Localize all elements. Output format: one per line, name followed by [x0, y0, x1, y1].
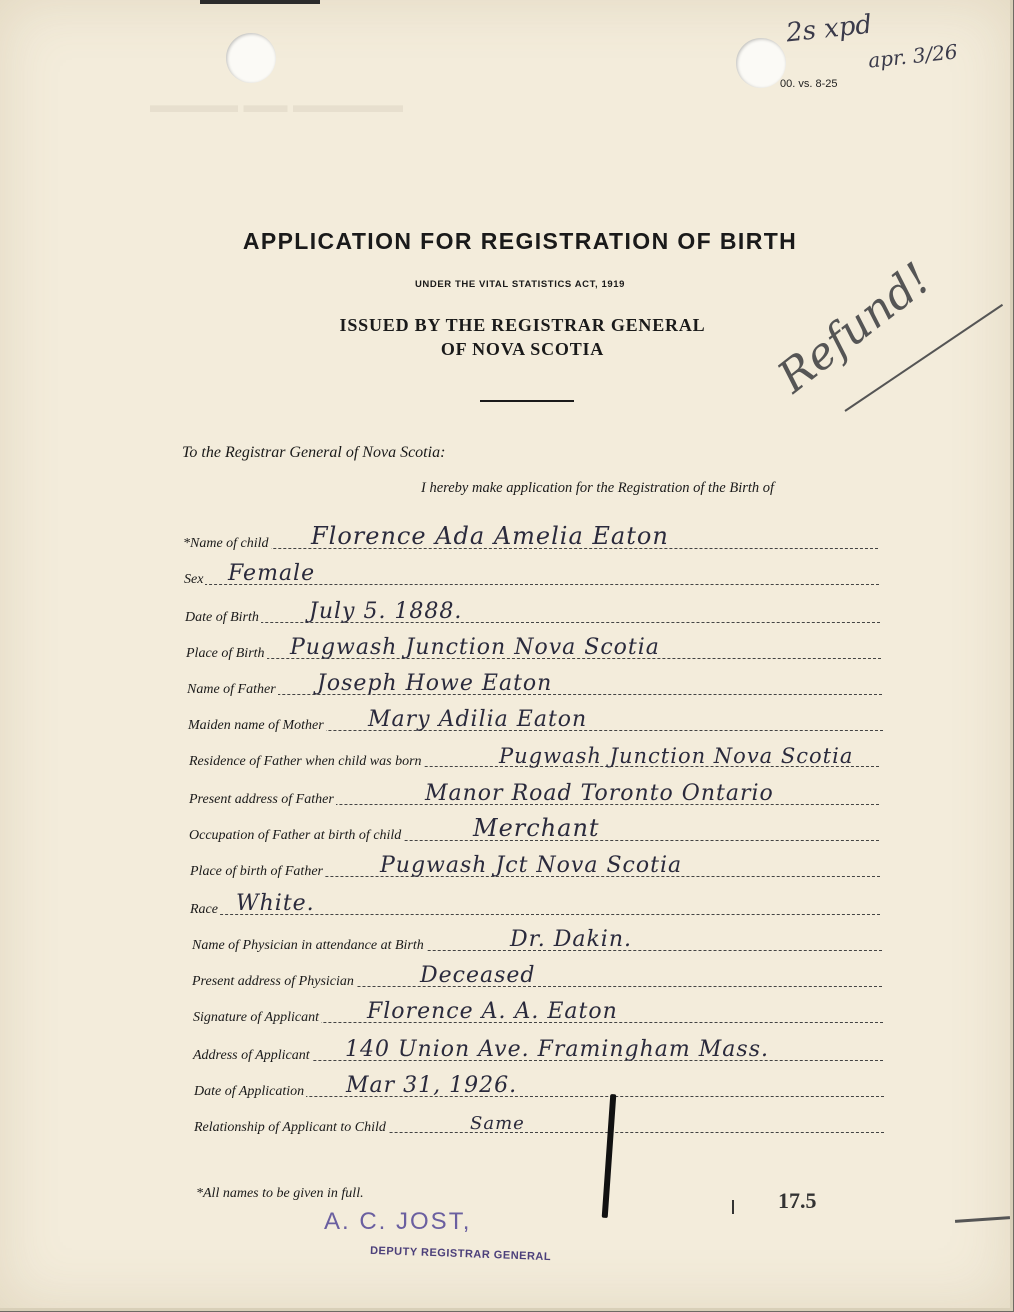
field-value: Female — [228, 561, 316, 586]
tick-mark — [732, 1200, 734, 1214]
field-label: Relationship of Applicant to Child — [194, 1120, 386, 1135]
field-name-of-child — [183, 524, 878, 549]
field-maiden-name-of-mother — [188, 706, 883, 731]
field-name-of-father — [187, 670, 882, 695]
field-value: Deceased — [420, 963, 536, 988]
issuer-line-1: ISSUED BY THE REGISTRAR GENERAL — [339, 315, 706, 335]
field-label: Date of Birth — [185, 610, 259, 625]
field-value: July 5. 1888. — [309, 599, 463, 624]
field-present-address-of-physician — [192, 962, 882, 987]
registrar-stamp-name: A. C. JOST, — [324, 1208, 472, 1235]
field-present-address-of-father — [189, 780, 879, 805]
field-address-of-applicant — [193, 1036, 883, 1061]
footnote: *All names to be given in full. — [196, 1186, 364, 1201]
intro-statement: I hereby make application for the Registration of the Birth of — [421, 480, 775, 496]
form-code: 00. vs. 8-25 — [780, 78, 838, 90]
field-value: Pugwash Junction Nova Scotia — [499, 744, 854, 768]
field-label: Name of Physician in attendance at Birth — [192, 938, 424, 953]
field-residence-of-father — [189, 742, 879, 767]
field-value: Mary Adilia Eaton — [368, 707, 588, 732]
field-label: Signature of Applicant — [193, 1010, 319, 1025]
field-value: Joseph Howe Eaton — [317, 671, 553, 696]
field-occupation-of-father — [189, 816, 879, 841]
handwritten-note-top: 2s xpd — [784, 9, 874, 49]
field-name-of-physician — [192, 926, 882, 951]
field-label: Date of Application — [194, 1084, 305, 1099]
refund-margin-note: Refund! — [768, 253, 941, 403]
handwritten-note-date: apr. 3/26 — [866, 39, 959, 73]
top-edge-mark — [200, 0, 320, 4]
field-place-of-birth-of-father — [190, 852, 880, 877]
title-rule — [480, 400, 574, 402]
field-value: Florence Ada Amelia Eaton — [311, 522, 669, 550]
field-label: Place of birth of Father — [190, 864, 323, 879]
field-signature-of-applicant — [193, 998, 883, 1023]
form-subtitle: UNDER THE VITAL STATISTICS ACT, 1919 — [414, 279, 626, 290]
field-value: Pugwash Jct Nova Scotia — [380, 853, 683, 878]
field-label: *Name of child — [183, 536, 269, 551]
field-value: Pugwash Junction Nova Scotia — [290, 635, 660, 660]
field-label: Address of Applicant — [193, 1048, 310, 1063]
punch-hole-left — [226, 33, 276, 83]
field-sex — [184, 560, 879, 585]
field-label: Maiden name of Mother — [188, 718, 324, 733]
edge-pencil-mark — [955, 1216, 1010, 1223]
field-value: Same — [470, 1113, 525, 1134]
bleed-through-texture: ▬▬▬▬ ▬▬ ▬▬▬▬▬ — [150, 92, 403, 117]
field-label: Race — [190, 902, 218, 917]
field-value: Manor Road Toronto Ontario — [425, 781, 774, 806]
field-place-of-birth — [186, 634, 881, 659]
field-label: Present address of Physician — [192, 974, 354, 989]
field-value: White. — [236, 891, 315, 916]
field-value: Merchant — [473, 814, 600, 842]
field-value: Mar 31, 1926. — [346, 1073, 518, 1098]
field-label: Occupation of Father at birth of child — [189, 828, 402, 843]
field-date-of-birth — [185, 598, 880, 623]
field-value: 140 Union Ave. Framingham Mass. — [345, 1037, 769, 1062]
field-value: Florence A. A. Eaton — [367, 999, 618, 1024]
punch-hole-right — [736, 38, 786, 88]
field-label: Place of Birth — [186, 646, 265, 661]
issuer-line-2: OF NOVA SCOTIA — [440, 339, 605, 359]
field-label: Residence of Father when child was born — [189, 754, 422, 769]
field-label: Name of Father — [187, 682, 276, 697]
field-date-of-application — [194, 1072, 884, 1097]
file-number: 17.5 — [778, 1188, 817, 1213]
field-value: Dr. Dakin. — [510, 927, 633, 952]
field-race — [190, 890, 880, 915]
registrar-stamp-title: DEPUTY REGISTRAR GENERAL — [369, 1244, 552, 1264]
field-relationship-of-applicant — [194, 1108, 884, 1133]
field-label: Sex — [184, 572, 204, 587]
form-title: APPLICATION FOR REGISTRATION OF BIRTH — [242, 228, 798, 254]
salutation: To the Registrar General of Nova Scotia: — [182, 444, 446, 461]
field-label: Present address of Father — [189, 792, 334, 807]
